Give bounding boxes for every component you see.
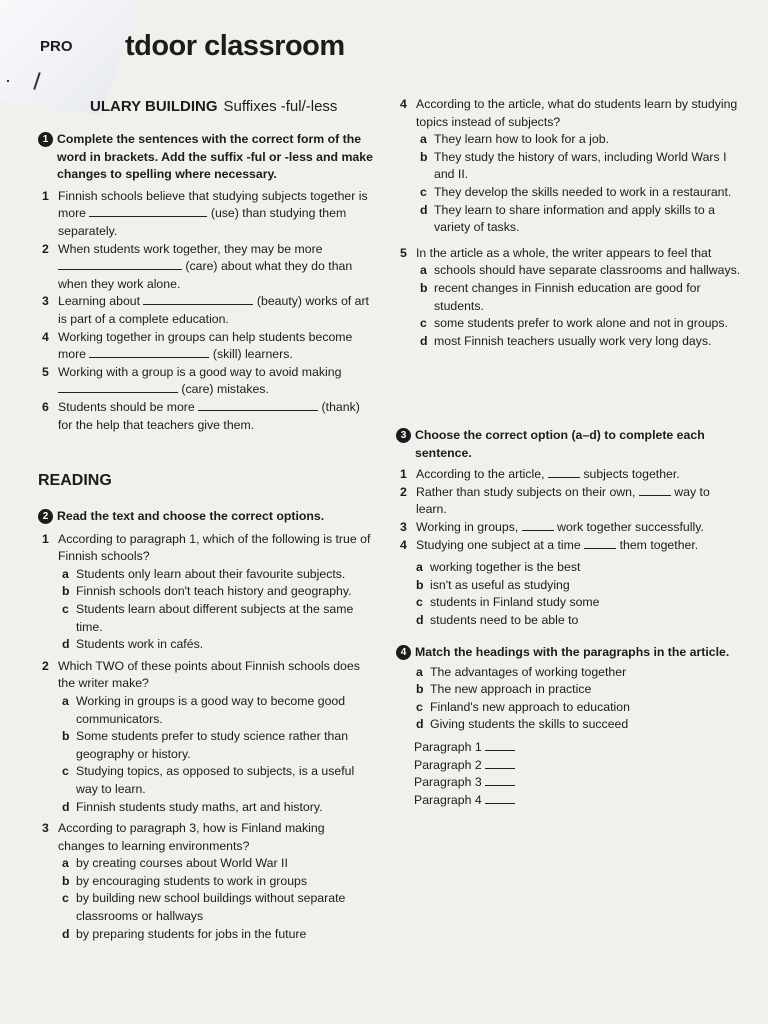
option-text: Some students prefer to study science rather than geography or history. xyxy=(76,729,349,761)
option-text: Students work in cafés. xyxy=(76,637,204,652)
answer-option[interactable] xyxy=(38,763,373,798)
option-letter: c xyxy=(62,891,69,906)
completion-option xyxy=(414,594,742,612)
item-text: them together. xyxy=(616,537,699,552)
option-text: recent changes in Finnish education are good for students. xyxy=(434,280,701,313)
question-text: According to paragraph 1, which of the following is true of Finnish schools? xyxy=(58,531,371,564)
option-text: working together is the best xyxy=(430,560,581,575)
item-text: According to the article, xyxy=(416,467,548,482)
option-letter: a xyxy=(420,132,427,147)
item-number: 4 xyxy=(42,329,49,344)
option-text: They develop the skills needed to work in a restaurant. xyxy=(434,184,732,199)
answer-option[interactable] xyxy=(396,315,742,333)
page-header xyxy=(40,30,345,63)
item-text: Working with a group is a good way to avoid making xyxy=(58,364,342,379)
exercise-4-instruction xyxy=(396,644,742,662)
completion-option xyxy=(414,577,742,595)
option-letter: b xyxy=(62,873,70,888)
answer-option[interactable] xyxy=(38,566,373,584)
answer-option[interactable] xyxy=(396,131,742,149)
question xyxy=(38,658,373,693)
answer-option[interactable] xyxy=(396,280,742,315)
item-text: Finnish schools believe that studying subjects together is more xyxy=(58,188,368,221)
option-letter: c xyxy=(62,601,69,616)
option-letter: b xyxy=(416,577,424,592)
option-text: They learn how to look for a job. xyxy=(434,132,609,147)
paragraph-match-line xyxy=(414,774,742,792)
heading-option xyxy=(414,681,742,699)
answer-blank[interactable] xyxy=(485,739,515,751)
ex1-item xyxy=(38,364,373,399)
option-text: They study the history of wars, including World Wars I and II. xyxy=(434,149,727,182)
exercise-3 xyxy=(396,427,742,630)
question xyxy=(38,531,373,566)
item-number: 6 xyxy=(42,399,49,414)
exercise-number-badge: 3 xyxy=(396,428,411,443)
option-letter: a xyxy=(62,566,69,581)
item-text: way to learn. xyxy=(416,484,710,517)
question-text: According to the article, what do students learn by studying topics instead of subjects? xyxy=(416,97,738,129)
ex1-item xyxy=(38,293,373,328)
answer-option[interactable] xyxy=(38,799,373,817)
option-letter: a xyxy=(420,263,427,278)
exercise-number-badge: 4 xyxy=(396,645,411,660)
option-text: students in Finland study some xyxy=(430,595,600,610)
option-text: Finnish students study maths, art and history. xyxy=(76,799,323,814)
instruction-text: Choose the correct option (a–d) to complete each sentence. xyxy=(415,428,705,460)
option-text: Working in groups is a good way to become good communicators. xyxy=(76,693,346,726)
option-letter: d xyxy=(420,333,428,348)
option-text: They learn to share information and apply skills to a variety of tasks. xyxy=(434,202,715,235)
option-text: Finnish schools don't teach history and geography. xyxy=(76,584,352,599)
item-text: Rather than study subjects on their own, xyxy=(416,484,639,499)
option-letter: a xyxy=(62,856,69,871)
answer-option[interactable] xyxy=(38,873,373,891)
option-text: by preparing students for jobs in the future xyxy=(76,926,307,941)
answer-blank[interactable] xyxy=(89,346,209,358)
option-letter: d xyxy=(62,926,70,941)
option-letter: d xyxy=(416,717,424,732)
item-number: 1 xyxy=(400,467,407,482)
answer-option[interactable] xyxy=(38,890,373,925)
item-number: 1 xyxy=(42,188,49,203)
option-text: by encouraging students to work in groups xyxy=(76,873,308,888)
item-number: 2 xyxy=(42,241,49,256)
item-text: (beauty) works of art is part of a complete education. xyxy=(58,294,369,326)
item-text: (care) mistakes. xyxy=(178,382,269,397)
option-letter: a xyxy=(416,560,423,575)
instruction-text: Read the text and choose the correct options. xyxy=(57,509,325,523)
answer-option[interactable] xyxy=(396,184,742,202)
item-text: Studying one subject at a time xyxy=(416,537,585,552)
heading-option xyxy=(414,664,742,682)
answer-blank[interactable] xyxy=(584,537,616,549)
option-text: The new approach in practice xyxy=(430,682,592,697)
option-text: isn't as useful as studying xyxy=(430,577,570,592)
option-letter: c xyxy=(62,764,69,779)
answer-blank[interactable] xyxy=(485,757,515,769)
instruction-text: Match the headings with the paragraphs in the article. xyxy=(415,645,730,659)
answer-blank[interactable] xyxy=(485,792,515,804)
item-text: (care) about what they do than when they work alone. xyxy=(58,259,353,291)
ex3-item xyxy=(396,537,742,555)
option-text: schools should have separate classrooms and hallways. xyxy=(434,263,741,278)
answer-blank[interactable] xyxy=(639,484,671,496)
answer-option[interactable] xyxy=(38,583,373,601)
exercise-1 xyxy=(38,131,373,434)
ex1-item xyxy=(38,329,373,364)
option-letter: a xyxy=(416,664,423,679)
option-letter: c xyxy=(416,699,423,714)
option-letter: a xyxy=(62,693,69,708)
option-letter: b xyxy=(62,584,70,599)
answer-option[interactable] xyxy=(396,333,742,351)
option-letter: b xyxy=(420,149,428,164)
option-text: The advantages of working together xyxy=(430,664,627,679)
exercise-number-badge: 1 xyxy=(38,132,53,147)
item-number: 5 xyxy=(42,364,49,379)
item-number: 4 xyxy=(400,537,407,552)
option-text: students need to be able to xyxy=(430,612,579,627)
question-number: 1 xyxy=(42,531,49,546)
option-letter: d xyxy=(420,202,428,217)
paragraph-label: Paragraph 1 xyxy=(414,739,482,754)
item-text: work together successfully. xyxy=(553,519,704,534)
answer-blank[interactable] xyxy=(143,293,253,305)
paragraph-match-line xyxy=(414,757,742,775)
paragraph-label: Paragraph 3 xyxy=(414,775,482,790)
paragraph-label: Paragraph 2 xyxy=(414,757,482,772)
option-letter: b xyxy=(420,280,428,295)
paragraph-label: Paragraph 4 xyxy=(414,792,482,807)
option-letter: d xyxy=(62,637,70,652)
question-number: 5 xyxy=(400,245,407,260)
question xyxy=(396,96,742,131)
option-letter: d xyxy=(416,612,424,627)
option-text: Students learn about different subjects at the same time. xyxy=(76,601,354,634)
item-text: (skill) learners. xyxy=(209,347,293,362)
item-text: When students work together, they may be more xyxy=(58,241,323,256)
paragraph-match-line xyxy=(414,739,742,757)
answer-option[interactable] xyxy=(38,693,373,728)
ex1-item xyxy=(38,188,373,241)
ex3-item xyxy=(396,519,742,537)
exercise-2-instruction xyxy=(38,508,373,526)
question-text: Which TWO of these points about Finnish schools does the writer make? xyxy=(58,658,360,691)
question-number: 4 xyxy=(400,97,407,111)
exercise-3-instruction xyxy=(396,427,742,462)
exercise-2-continued xyxy=(396,96,742,350)
vocabulary-heading xyxy=(90,98,337,115)
question xyxy=(396,245,742,263)
vocabulary-heading-text: ULARY BUILDING xyxy=(90,98,218,115)
option-letter: c xyxy=(416,595,423,610)
item-text: Working together in groups can help students become more xyxy=(58,329,353,362)
option-letter: b xyxy=(62,729,70,744)
item-text: (use) than studying them separately. xyxy=(58,206,347,238)
option-text: by creating courses about World War II xyxy=(76,856,288,871)
answer-option[interactable] xyxy=(38,855,373,873)
question-number: 2 xyxy=(42,658,49,673)
ex3-item xyxy=(396,466,742,484)
header-prefix: PRO xyxy=(40,38,73,55)
exercise-number-badge: 2 xyxy=(38,509,53,524)
option-text: some students prefer to work alone and not in groups. xyxy=(434,316,728,331)
heading-option xyxy=(414,716,742,734)
item-text: Working in groups, xyxy=(416,519,522,534)
exercise-2 xyxy=(38,508,373,943)
option-text: most Finnish teachers usually work very long days. xyxy=(434,333,712,348)
page-title: tdoor classroom xyxy=(124,30,345,62)
option-letter: c xyxy=(420,184,427,199)
heading-option xyxy=(414,699,742,717)
answer-option[interactable] xyxy=(38,601,373,636)
item-text: Students should be more xyxy=(58,399,199,414)
item-number: 3 xyxy=(400,519,407,534)
ex1-item xyxy=(38,399,373,434)
reading-heading: READING xyxy=(38,472,112,489)
completion-option xyxy=(414,612,742,630)
answer-option[interactable] xyxy=(396,149,742,184)
question-number: 3 xyxy=(42,821,49,836)
instruction-text: Complete the sentences with the correct form of the word in brackets. Add the suffix -ful or -less and make changes to spelling where necessary. xyxy=(57,132,373,182)
answer-blank[interactable] xyxy=(485,774,515,786)
completion-option xyxy=(414,559,742,577)
item-number: 2 xyxy=(400,484,407,499)
answer-option[interactable] xyxy=(396,262,742,280)
answer-option[interactable] xyxy=(396,202,742,237)
option-text: Students only learn about their favourite subjects. xyxy=(76,566,346,581)
option-text: Finland's new approach to education xyxy=(430,699,630,714)
suffix-label: Suffixes -ful/-less xyxy=(223,98,338,115)
paragraph-match-line xyxy=(414,792,742,810)
exercise-1-instruction xyxy=(38,131,373,184)
option-letter: b xyxy=(416,682,424,697)
answer-blank[interactable] xyxy=(548,466,580,478)
answer-blank[interactable] xyxy=(58,258,182,270)
pen-dot xyxy=(7,80,9,82)
option-text: Giving students the skills to succeed xyxy=(430,717,629,732)
item-text: (thank) for the help that teachers give them. xyxy=(58,399,360,432)
answer-blank[interactable] xyxy=(89,205,207,217)
question xyxy=(38,820,373,855)
option-letter: d xyxy=(62,799,70,814)
option-text: Studying topics, as opposed to subjects, is a useful way to learn. xyxy=(76,764,355,796)
answer-blank[interactable] xyxy=(198,399,318,411)
item-text: Learning about xyxy=(58,294,144,309)
answer-blank[interactable] xyxy=(522,519,554,531)
answer-blank[interactable] xyxy=(58,381,178,393)
answer-option[interactable] xyxy=(38,636,373,654)
item-text: subjects together. xyxy=(579,467,680,482)
ex3-item xyxy=(396,484,742,519)
question-text: According to paragraph 3, how is Finland making changes to learning environments? xyxy=(58,821,325,853)
answer-option[interactable] xyxy=(38,926,373,944)
option-text: by building new school buildings without separate classrooms or hallways xyxy=(76,891,346,924)
item-number: 3 xyxy=(42,294,49,309)
question-text: In the article as a whole, the writer appears to feel that xyxy=(416,245,712,260)
exercise-4 xyxy=(396,644,742,809)
ex1-item xyxy=(38,241,373,294)
option-letter: c xyxy=(420,316,427,331)
answer-option[interactable] xyxy=(38,728,373,763)
